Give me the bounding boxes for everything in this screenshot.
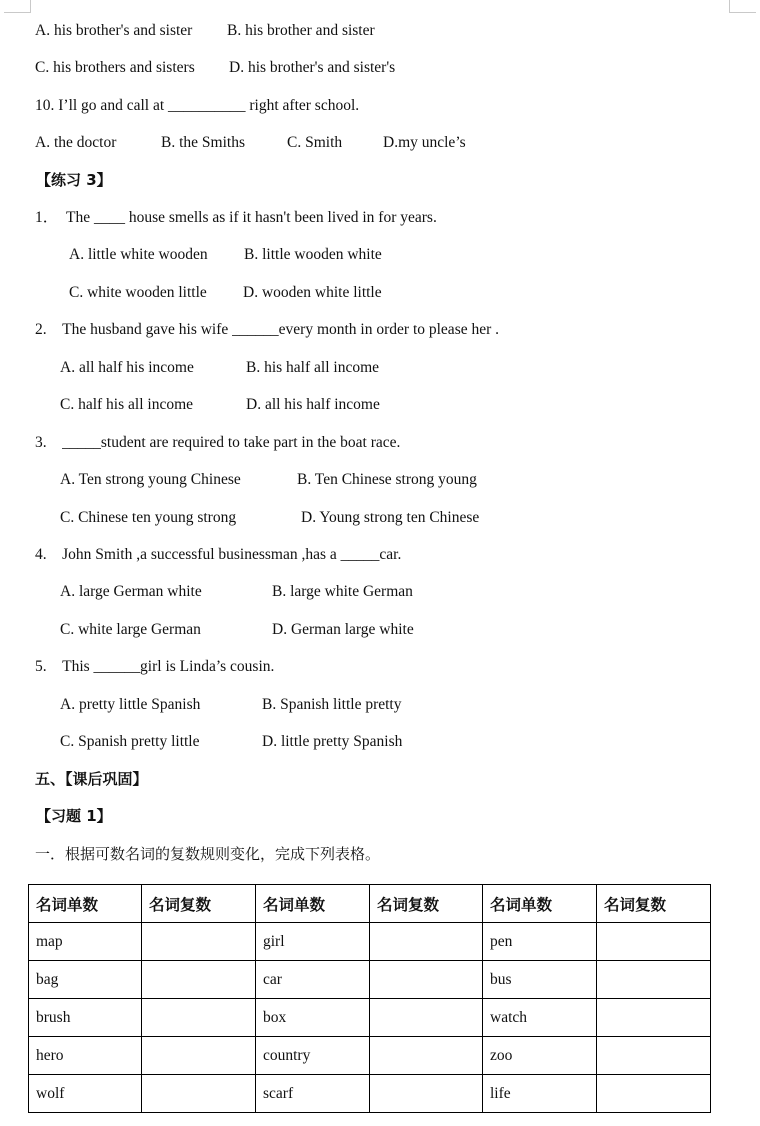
p3-q1-option-a: A. little white wooden <box>69 246 208 263</box>
q10-option-b: B. the Smiths <box>161 134 245 151</box>
p3-q3-option-c: C. Chinese ten young strong <box>60 509 237 526</box>
page-corner-mark-left <box>4 0 31 13</box>
header-plural-2: 名词复数 <box>370 885 483 923</box>
plural-answer-cell[interactable] <box>370 999 483 1037</box>
singular-cell: wolf <box>29 1075 142 1113</box>
singular-cell: bus <box>483 961 597 999</box>
p3-q5-option-c: C. Spanish pretty little <box>60 733 200 750</box>
practice3-heading: 【练习 3】 <box>36 171 112 189</box>
exercise1-heading: 【习题 1】 <box>36 807 112 825</box>
p3-q2-stem: 2. The husband gave his wife ______every month in order to please her . <box>35 321 500 338</box>
header-plural-3: 名词复数 <box>597 885 711 923</box>
table-row <box>29 961 711 999</box>
singular-cell: zoo <box>483 1037 597 1075</box>
q9-option-b: B. his brother and sister <box>227 22 375 39</box>
p3-q4-option-b: B. large white German <box>272 583 413 600</box>
plural-answer-cell[interactable] <box>370 1037 483 1075</box>
singular-cell: bag <box>29 961 142 999</box>
table-row <box>29 1037 711 1075</box>
table-header-row <box>29 885 711 923</box>
p3-q3-option-d: D. Young strong ten Chinese <box>301 509 480 526</box>
table-row <box>29 1075 711 1113</box>
page-corner-mark-right <box>729 0 756 13</box>
q10-option-a: A. the doctor <box>35 134 117 151</box>
plural-answer-cell[interactable] <box>597 961 711 999</box>
header-singular-3: 名词单数 <box>483 885 597 923</box>
plural-answer-cell[interactable] <box>370 961 483 999</box>
plural-answer-cell[interactable] <box>142 1037 256 1075</box>
plural-answer-cell[interactable] <box>370 1075 483 1113</box>
singular-cell: watch <box>483 999 597 1037</box>
singular-cell: car <box>256 961 370 999</box>
p3-q1-option-d: D. wooden white little <box>243 284 382 301</box>
header-singular-1: 名词单数 <box>29 885 142 923</box>
singular-cell: country <box>256 1037 370 1075</box>
p3-q1-option-c: C. white wooden little <box>69 284 207 301</box>
plural-answer-cell[interactable] <box>597 999 711 1037</box>
p3-q2-option-d: D. all his half income <box>246 396 380 413</box>
p3-q4-option-d: D. German large white <box>272 621 414 638</box>
p3-q1-stem: 1． The ____ house smells as if it hasn't been lived in for years. <box>35 209 437 226</box>
singular-cell: hero <box>29 1037 142 1075</box>
p3-q3-option-a: A. Ten strong young Chinese <box>60 471 241 488</box>
q9-option-c: C. his brothers and sisters <box>35 59 195 76</box>
plural-answer-cell[interactable] <box>142 923 256 961</box>
plural-answer-cell[interactable] <box>597 923 711 961</box>
p3-q4-option-a: A. large German white <box>60 583 202 600</box>
plural-answer-cell[interactable] <box>597 1075 711 1113</box>
instruction-text: 一．根据可数名词的复数规则变化，完成下列表格。 <box>35 845 381 863</box>
p3-q5-option-b: B. Spanish little pretty <box>262 696 402 713</box>
p3-q3-option-b: B. Ten Chinese strong young <box>297 471 477 488</box>
singular-cell: map <box>29 923 142 961</box>
q10-stem: 10. I’ll go and call at __________ right after school. <box>35 97 360 114</box>
header-plural-1: 名词复数 <box>142 885 256 923</box>
plural-answer-cell[interactable] <box>597 1037 711 1075</box>
singular-cell: box <box>256 999 370 1037</box>
p3-q5-option-d: D. little pretty Spanish <box>262 733 403 750</box>
p3-q5-option-a: A. pretty little Spanish <box>60 696 201 713</box>
noun-plural-table <box>28 884 711 1113</box>
section5-heading: 五、【课后巩固】 <box>35 770 148 788</box>
plural-answer-cell[interactable] <box>142 961 256 999</box>
header-singular-2: 名词单数 <box>256 885 370 923</box>
singular-cell: girl <box>256 923 370 961</box>
p3-q2-option-a: A. all half his income <box>60 359 194 376</box>
q9-option-d: D. his brother's and sister's <box>229 59 396 76</box>
singular-cell: brush <box>29 999 142 1037</box>
p3-q4-option-c: C. white large German <box>60 621 201 638</box>
singular-cell: life <box>483 1075 597 1113</box>
plural-answer-cell[interactable] <box>370 923 483 961</box>
p3-q2-option-c: C. half his all income <box>60 396 194 413</box>
p3-q3-stem: 3. _____student are required to take part in the boat race. <box>35 434 401 451</box>
singular-cell: scarf <box>256 1075 370 1113</box>
p3-q1-option-b: B. little wooden white <box>244 246 382 263</box>
p3-q2-option-b: B. his half all income <box>246 359 380 376</box>
table-row <box>29 999 711 1037</box>
singular-cell: pen <box>483 923 597 961</box>
q9-option-a: A. his brother's and sister <box>35 22 193 39</box>
plural-answer-cell[interactable] <box>142 999 256 1037</box>
q10-option-c: C. Smith <box>287 134 343 151</box>
plural-answer-cell[interactable] <box>142 1075 256 1113</box>
q10-option-d: D.my uncle’s <box>383 134 466 151</box>
p3-q4-stem: 4. John Smith ,a successful businessman ,has a _____car. <box>35 546 402 563</box>
p3-q5-stem: 5. This ______girl is Linda’s cousin. <box>35 658 275 675</box>
table-row <box>29 923 711 961</box>
